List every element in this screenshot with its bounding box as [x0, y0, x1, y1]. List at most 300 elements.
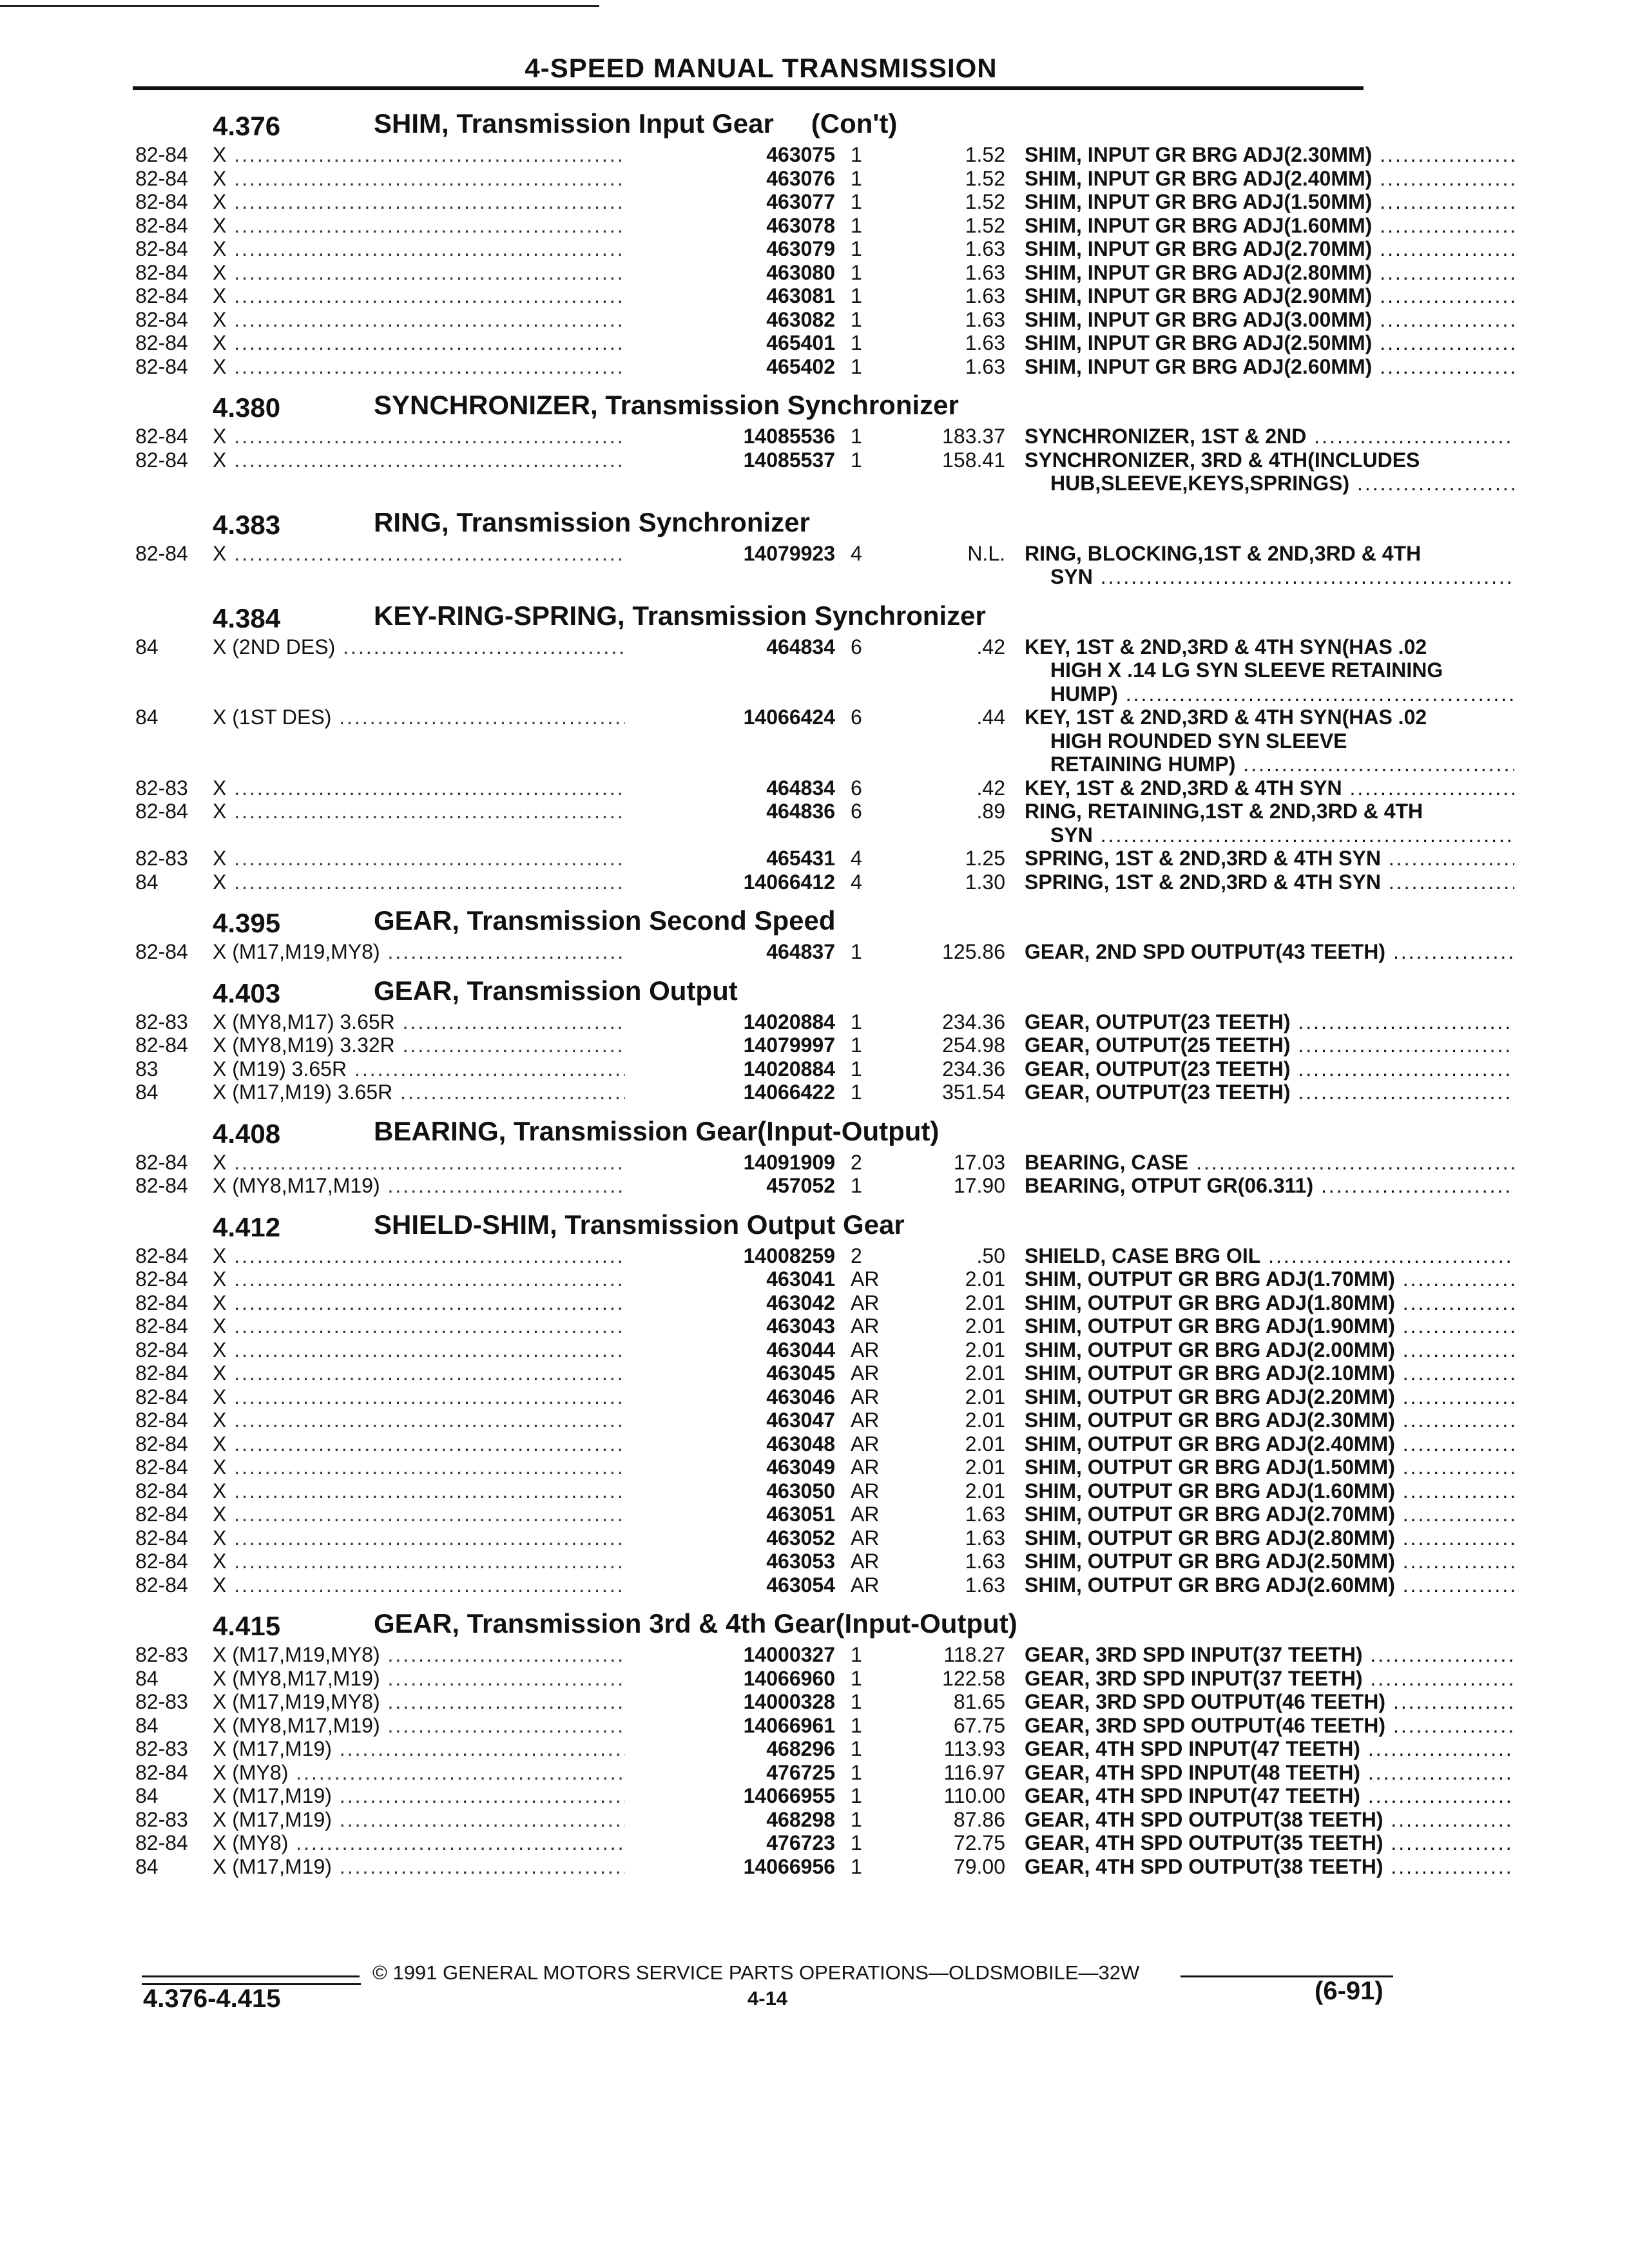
model-code-text: X .....	[213, 261, 702, 284]
model-years: 82-84	[135, 284, 188, 307]
model-years: 84	[135, 1666, 159, 1690]
model-years: 82-84	[135, 1573, 188, 1597]
model-years: 82-84	[135, 1291, 188, 1314]
part-description	[1025, 1291, 1514, 1315]
part-description	[1025, 870, 1514, 894]
price: 2.01	[965, 1314, 1005, 1338]
parts-row	[135, 1081, 1398, 1104]
page-number: 4-14	[747, 1987, 788, 2010]
model-code-text: X .....	[213, 1244, 702, 1267]
part-description	[1025, 331, 1514, 355]
model-years: 82-84	[135, 800, 188, 823]
parts-row	[135, 143, 1398, 167]
section-number: 4.395	[213, 908, 281, 938]
part-description	[1025, 1690, 1514, 1714]
part-description-text: SHIM, INPUT GR BRG ADJ(2.50MM) .....	[1025, 331, 1514, 354]
part-description	[1025, 1267, 1514, 1291]
model-years: 82-84	[135, 1760, 188, 1784]
parts-row	[135, 1690, 1398, 1714]
part-number: 463076	[625, 167, 835, 191]
quantity: AR	[851, 1573, 880, 1597]
part-number: 14066422	[625, 1081, 835, 1104]
model-years: 82-84	[135, 448, 188, 472]
part-description-text: SHIM, OUTPUT GR BRG ADJ(2.20MM) .....	[1025, 1385, 1514, 1408]
quantity: 1	[851, 1737, 862, 1760]
part-number: 464834	[625, 635, 835, 659]
model-code-text: X (M17,M19) .....	[213, 1808, 702, 1831]
part-number: 463049	[625, 1456, 835, 1479]
part-description-text: SHIM, OUTPUT GR BRG ADJ(2.40MM) .....	[1025, 1432, 1514, 1456]
part-description-text: KEY, 1ST & 2ND,3RD & 4TH SYN(HAS .02	[1025, 635, 1427, 658]
quantity: 1	[851, 425, 862, 448]
model-code-text: X .....	[213, 1432, 702, 1456]
model-years: 82-84	[135, 1244, 188, 1267]
price: 87.86	[953, 1807, 1005, 1831]
section-gap	[135, 1198, 1398, 1209]
footer-copyright: © 1991 GENERAL MOTORS SERVICE PARTS OPERATIONS—OLDSMOBILE—32W	[372, 1961, 1140, 1984]
part-description	[1025, 1432, 1514, 1456]
part-description-text: SHIM, OUTPUT GR BRG ADJ(2.70MM) .....	[1025, 1503, 1514, 1526]
parts-row	[135, 1385, 1398, 1409]
part-description	[1025, 940, 1514, 964]
quantity: 1	[851, 354, 862, 378]
part-number: 463048	[625, 1432, 835, 1456]
quantity: 2	[851, 1150, 862, 1174]
model-code-text: X .....	[213, 870, 702, 894]
description-continuation-text: HIGH ROUNDED SYN SLEEVE	[1050, 729, 1347, 753]
model-code-text: X (MY8,M17,M19) .....	[213, 1174, 702, 1197]
model-code-text: X .....	[213, 1550, 702, 1573]
price: 1.52	[965, 166, 1005, 190]
model-years: 82-83	[135, 847, 188, 870]
model-years: 82-84	[135, 1503, 188, 1526]
section-gap	[135, 964, 1398, 975]
description-continuation-text: HUMP) .....	[1050, 682, 1514, 706]
part-description	[1025, 706, 1514, 729]
price: 125.86	[942, 940, 1005, 963]
part-description	[1025, 1408, 1514, 1432]
part-description-text: SHIM, INPUT GR BRG ADJ(2.70MM) .....	[1025, 237, 1514, 260]
part-number: 14000327	[625, 1643, 835, 1667]
parts-row	[135, 1808, 1398, 1832]
part-number: 463052	[625, 1526, 835, 1550]
quantity: 1	[851, 190, 862, 213]
part-description-text: SHIM, INPUT GR BRG ADJ(2.40MM) .....	[1025, 167, 1514, 190]
quantity: AR	[851, 1550, 880, 1573]
section-number: 4.415	[213, 1611, 281, 1641]
part-description	[1025, 448, 1514, 472]
parts-row	[135, 1267, 1398, 1291]
part-description-text: GEAR, 3RD SPD OUTPUT(46 TEETH) .....	[1025, 1714, 1514, 1737]
parts-row	[135, 1667, 1398, 1691]
price: 234.36	[942, 1010, 1005, 1033]
quantity: 1	[851, 1784, 862, 1807]
part-description-text: GEAR, 4TH SPD INPUT(47 TEETH) .....	[1025, 1784, 1514, 1807]
section-header	[135, 507, 1398, 542]
section-title	[374, 1116, 939, 1147]
parts-row	[135, 1432, 1398, 1456]
section-gap	[135, 1597, 1398, 1608]
price: 72.75	[953, 1831, 1005, 1854]
parts-row	[135, 425, 1398, 448]
model-years: 82-84	[135, 1361, 188, 1385]
part-description-text: SHIM, OUTPUT GR BRG ADJ(2.30MM) .....	[1025, 1408, 1514, 1432]
model-years: 82-83	[135, 1010, 188, 1033]
parts-row	[135, 355, 1398, 379]
part-description	[1025, 800, 1514, 823]
model-code-text: X (M17,M19,MY8) .....	[213, 1643, 702, 1666]
quantity: 1	[851, 213, 862, 237]
quantity: 1	[851, 1643, 862, 1666]
section-header	[135, 905, 1398, 940]
model-years: 82-84	[135, 1338, 188, 1361]
model-years: 84	[135, 1081, 159, 1104]
section-gap	[135, 378, 1398, 390]
part-number: 463047	[625, 1408, 835, 1432]
part-description	[1025, 1831, 1514, 1855]
price: 2.01	[965, 1338, 1005, 1361]
section-title	[374, 507, 810, 538]
part-description-text: GEAR, 3RD SPD OUTPUT(46 TEETH) .....	[1025, 1690, 1514, 1713]
price: .50	[976, 1244, 1005, 1267]
part-description-text: SHIM, OUTPUT GR BRG ADJ(2.10MM) .....	[1025, 1361, 1514, 1385]
price: 1.63	[965, 1550, 1005, 1573]
parts-row	[135, 1831, 1398, 1855]
section-title-text: GEAR, Transmission 3rd & 4th Gear(Input-Output)	[374, 1608, 1017, 1639]
part-number: 463080	[625, 261, 835, 285]
quantity: 1	[851, 1174, 862, 1197]
description-continuation-row	[135, 682, 1398, 706]
part-number: 14066955	[625, 1784, 835, 1808]
description-continuation-row	[135, 472, 1398, 495]
part-description-text: GEAR, 3RD SPD INPUT(37 TEETH) .....	[1025, 1667, 1514, 1690]
price: 116.97	[943, 1760, 1005, 1784]
part-number: 14085537	[625, 448, 835, 472]
section-title-text: BEARING, Transmission Gear(Input-Output)	[374, 1115, 940, 1146]
price: 2.01	[965, 1291, 1005, 1314]
part-description-text: GEAR, 4TH SPD OUTPUT(38 TEETH) .....	[1025, 1808, 1514, 1831]
model-years: 82-84	[135, 190, 188, 213]
model-years: 82-83	[135, 1737, 188, 1760]
model-years: 82-84	[135, 237, 188, 260]
model-years: 82-84	[135, 1150, 188, 1174]
quantity: 6	[851, 635, 862, 658]
parts-row	[135, 940, 1398, 964]
part-description-text: GEAR, OUTPUT(23 TEETH) .....	[1025, 1057, 1514, 1081]
model-years: 82-84	[135, 1526, 188, 1550]
part-description-text: SHIM, OUTPUT GR BRG ADJ(1.60MM) .....	[1025, 1479, 1514, 1503]
model-code-text: X .....	[213, 425, 702, 448]
quantity: 1	[851, 284, 862, 307]
model-code-text: X .....	[213, 847, 702, 870]
section-number: 4.408	[213, 1118, 281, 1149]
price: 254.98	[942, 1033, 1005, 1057]
part-number: 14020884	[625, 1057, 835, 1081]
part-number: 464837	[625, 940, 835, 964]
part-description	[1025, 1808, 1514, 1832]
parts-row	[135, 1151, 1398, 1175]
part-description-text: KEY, 1ST & 2ND,3RD & 4TH SYN .....	[1025, 776, 1514, 800]
model-code-text: X (1ST DES) .....	[213, 706, 702, 729]
part-number: 463054	[625, 1573, 835, 1597]
model-code-text: X .....	[213, 1361, 702, 1385]
part-description-text: GEAR, OUTPUT(23 TEETH) .....	[1025, 1010, 1514, 1033]
model-years: 82-84	[135, 213, 188, 237]
section-header	[135, 975, 1398, 1010]
price: 81.65	[953, 1690, 1005, 1713]
part-number: 464834	[625, 776, 835, 800]
section-header	[135, 1209, 1398, 1244]
price: 1.25	[965, 847, 1005, 870]
description-continuation	[1050, 565, 1514, 589]
price: 110.00	[943, 1784, 1005, 1807]
price: 1.63	[965, 1573, 1005, 1597]
parts-row	[135, 1033, 1398, 1057]
part-description-text: SHIM, INPUT GR BRG ADJ(1.60MM) .....	[1025, 214, 1514, 237]
part-description-text: SHIM, OUTPUT GR BRG ADJ(1.50MM) .....	[1025, 1456, 1514, 1479]
section-title-text: SYNCHRONIZER, Transmission Synchronizer	[374, 390, 959, 420]
parts-row	[135, 1338, 1398, 1362]
price: 79.00	[953, 1854, 1005, 1878]
part-description-text: SHIM, INPUT GR BRG ADJ(2.60MM) .....	[1025, 355, 1514, 378]
model-code-text: X .....	[213, 190, 702, 213]
model-code-text: X .....	[213, 1151, 702, 1174]
model-years: 84	[135, 706, 159, 729]
model-code-text: X .....	[213, 542, 702, 565]
section-title	[374, 390, 959, 421]
part-number: 14008259	[625, 1244, 835, 1268]
part-description-text: GEAR, 4TH SPD INPUT(48 TEETH) .....	[1025, 1761, 1514, 1784]
model-years: 82-84	[135, 1456, 188, 1479]
part-description-text: GEAR, OUTPUT(25 TEETH) .....	[1025, 1033, 1514, 1057]
model-code-text: X .....	[213, 1456, 702, 1479]
part-number: 14085536	[625, 425, 835, 448]
section-title	[374, 601, 986, 631]
part-description	[1025, 1338, 1514, 1362]
description-continuation-row	[135, 658, 1443, 682]
parts-row	[135, 448, 1420, 472]
quantity: 1	[851, 143, 862, 166]
part-description	[1025, 1385, 1514, 1409]
model-code-text: X (M17,M19) .....	[213, 1855, 702, 1878]
quantity: 1	[851, 1033, 862, 1057]
parts-row	[135, 214, 1398, 238]
section-number: 4.380	[213, 392, 281, 423]
model-years: 82-84	[135, 940, 188, 963]
part-description	[1025, 1151, 1514, 1175]
page-title: 4-SPEED MANUAL TRANSMISSION	[525, 53, 998, 83]
part-description-text: SHIM, OUTPUT GR BRG ADJ(1.70MM) .....	[1025, 1267, 1514, 1291]
model-code-text: X .....	[213, 214, 702, 237]
part-description	[1025, 1314, 1514, 1338]
description-continuation	[1050, 823, 1514, 847]
parts-row	[135, 308, 1398, 332]
revision-date: (6-91)	[1315, 1977, 1383, 2005]
model-code-text: X (M19) 3.65R .....	[213, 1057, 702, 1081]
part-number: 463082	[625, 308, 835, 332]
model-years: 84	[135, 1854, 159, 1878]
price: 122.58	[942, 1666, 1005, 1690]
parts-row	[135, 1408, 1398, 1432]
part-description	[1025, 355, 1514, 379]
price: 17.90	[953, 1174, 1005, 1197]
part-description	[1025, 1479, 1514, 1503]
quantity: 1	[851, 1010, 862, 1033]
price: 1.63	[965, 307, 1005, 331]
page-header	[133, 53, 1364, 90]
price: .44	[976, 706, 1005, 729]
parts-row	[135, 1057, 1398, 1081]
section-number: 4.412	[213, 1211, 281, 1242]
model-years: 82-84	[135, 260, 188, 284]
price: 2.01	[965, 1432, 1005, 1456]
part-number: 14079923	[625, 542, 835, 566]
model-code-text: X (M17,M19,MY8) .....	[213, 940, 702, 963]
part-description	[1025, 1784, 1514, 1808]
quantity: AR	[851, 1479, 880, 1503]
quantity: 1	[851, 1690, 862, 1713]
part-description-text: RING, BLOCKING,1ST & 2ND,3RD & 4TH	[1025, 541, 1422, 565]
price: 2.01	[965, 1385, 1005, 1408]
section-title	[374, 108, 897, 139]
model-years: 84	[135, 870, 159, 894]
quantity: 1	[851, 166, 862, 190]
price: 113.93	[943, 1737, 1005, 1760]
parts-row	[135, 1784, 1398, 1808]
model-code-text: X (MY8,M19) 3.32R .....	[213, 1033, 702, 1057]
part-number: 463077	[625, 190, 835, 214]
price: 1.63	[965, 1526, 1005, 1550]
model-code-text: X .....	[213, 331, 702, 354]
model-years: 83	[135, 1057, 159, 1081]
parts-row	[135, 261, 1398, 285]
parts-catalog	[135, 108, 1443, 1878]
parts-row	[135, 1550, 1398, 1573]
footer-rule-left	[142, 1975, 360, 1977]
part-number: 463044	[625, 1338, 835, 1362]
price: 2.01	[965, 1479, 1005, 1503]
description-continuation-text: SYN .....	[1050, 823, 1514, 847]
top-rule	[0, 5, 599, 7]
section-title-text: SHIELD-SHIM, Transmission Output Gear	[374, 1209, 905, 1240]
section-title	[374, 975, 738, 1006]
description-continuation	[1050, 682, 1514, 706]
parts-row	[135, 1761, 1398, 1785]
model-code-text: X .....	[213, 143, 702, 166]
model-code-text: X .....	[213, 1291, 702, 1314]
section-number: 4.403	[213, 977, 281, 1008]
model-years: 82-84	[135, 354, 188, 378]
price: 1.52	[965, 213, 1005, 237]
section-gap	[135, 495, 1398, 507]
model-years: 82-84	[135, 1408, 188, 1432]
part-description	[1025, 190, 1514, 214]
quantity: 2	[851, 1244, 862, 1267]
model-years: 82-83	[135, 776, 188, 800]
part-description	[1025, 1244, 1514, 1268]
section-title	[374, 1608, 1017, 1639]
description-continuation-text: HIGH X .14 LG SYN SLEEVE RETAINING	[1050, 658, 1443, 682]
model-code-text: X .....	[213, 1267, 702, 1291]
quantity: 1	[851, 448, 862, 472]
quantity: 4	[851, 541, 862, 565]
quantity: 6	[851, 706, 862, 729]
part-description-text: BEARING, CASE .....	[1025, 1151, 1514, 1174]
parts-row	[135, 331, 1398, 355]
quantity: 4	[851, 870, 862, 894]
model-code-text: X .....	[213, 1526, 702, 1550]
section-title-text: GEAR, Transmission Output	[374, 975, 738, 1006]
parts-row	[135, 167, 1398, 191]
model-code-text: X .....	[213, 1503, 702, 1526]
model-code-text: X (MY8,M17,M19) .....	[213, 1714, 702, 1737]
part-description	[1025, 1643, 1514, 1667]
price: 351.54	[942, 1081, 1005, 1104]
model-code-text: X (2ND DES) .....	[213, 635, 702, 658]
section-header	[135, 601, 1398, 635]
description-continuation-row	[135, 565, 1398, 589]
parts-row	[135, 1855, 1398, 1879]
part-number: 463053	[625, 1550, 835, 1573]
part-description	[1025, 261, 1514, 285]
part-number: 468298	[625, 1808, 835, 1832]
price: .42	[976, 635, 1005, 658]
part-description	[1025, 1550, 1514, 1573]
quantity: 1	[851, 331, 862, 354]
section-gap	[135, 1104, 1398, 1116]
part-number: 463075	[625, 143, 835, 167]
part-description	[1025, 237, 1514, 261]
part-description-text: SPRING, 1ST & 2ND,3RD & 4TH SYN .....	[1025, 847, 1514, 870]
part-description-text: RING, RETAINING,1ST & 2ND,3RD & 4TH	[1025, 800, 1423, 823]
model-years: 82-84	[135, 1831, 188, 1854]
parts-row	[135, 1314, 1398, 1338]
model-code-text: X (M17,M19,MY8) .....	[213, 1690, 702, 1713]
quantity: 1	[851, 940, 862, 963]
part-description	[1025, 167, 1514, 191]
quantity: 1	[851, 1854, 862, 1878]
section-title-text: SHIM, Transmission Input Gear	[374, 108, 774, 139]
price: 1.30	[965, 870, 1005, 894]
part-description-text: GEAR, OUTPUT(23 TEETH) .....	[1025, 1081, 1514, 1104]
model-years: 82-83	[135, 1807, 188, 1831]
model-code-text: X .....	[213, 1314, 702, 1338]
part-number: 465431	[625, 847, 835, 870]
part-description	[1025, 1361, 1514, 1385]
part-description-text: SHIM, OUTPUT GR BRG ADJ(2.80MM) .....	[1025, 1526, 1514, 1550]
part-number: 463078	[625, 214, 835, 238]
model-code-text: X .....	[213, 1338, 702, 1361]
part-number: 465401	[625, 331, 835, 355]
part-description	[1025, 1503, 1514, 1526]
part-description	[1025, 635, 1514, 659]
model-code-text: X .....	[213, 800, 702, 823]
model-years: 82-84	[135, 425, 188, 448]
part-description-text: SHIM, OUTPUT GR BRG ADJ(1.80MM) .....	[1025, 1291, 1514, 1314]
model-years: 84	[135, 635, 159, 658]
part-number: 465402	[625, 355, 835, 379]
part-description-text: SHIM, INPUT GR BRG ADJ(3.00MM) .....	[1025, 308, 1514, 331]
price: 158.41	[942, 448, 1005, 472]
part-description-text: SHIM, INPUT GR BRG ADJ(2.30MM) .....	[1025, 143, 1514, 166]
part-description	[1025, 1526, 1514, 1550]
part-description-text: SHIM, INPUT GR BRG ADJ(2.90MM) .....	[1025, 284, 1514, 307]
quantity: AR	[851, 1503, 880, 1526]
part-description-text: BEARING, OTPUT GR(06.311) .....	[1025, 1174, 1514, 1197]
model-code-text: X (M17,M19) 3.65R .....	[213, 1081, 702, 1104]
part-description-text: SHIELD, CASE BRG OIL .....	[1025, 1244, 1514, 1267]
model-years: 82-83	[135, 1643, 188, 1666]
